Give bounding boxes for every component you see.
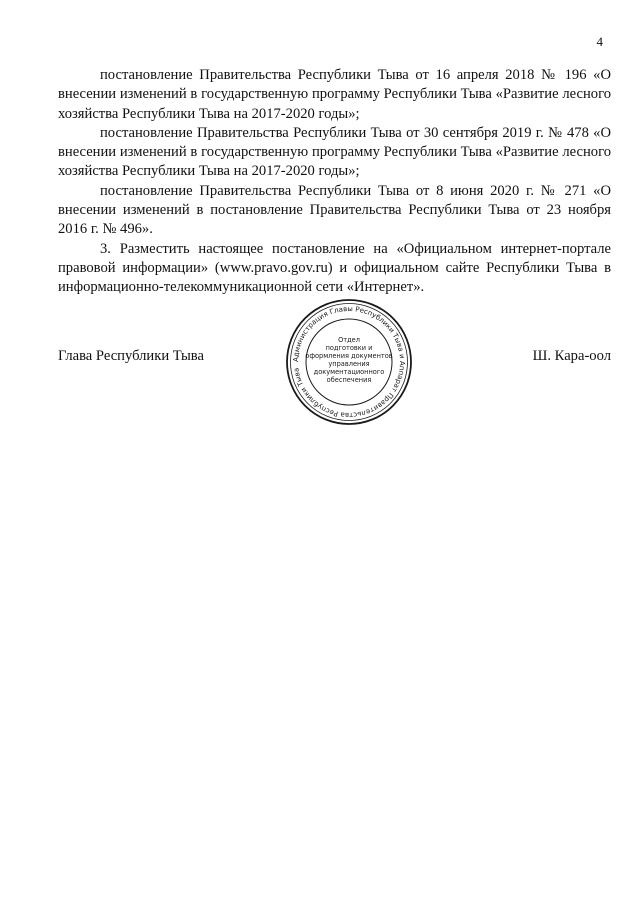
stamp-center-line-2: подготовки и [325, 344, 373, 352]
paragraph-publish-instruction: 3. Разместить настоящее постановление на «Официальном интернет-портале правовой информации» (www.pravo.gov.ru) и официальном сайте Республики Тыва в информационно-телекоммуникационной сети «Интернет». [58, 240, 611, 296]
official-stamp [284, 297, 414, 427]
stamp-center-line-3: оформления документов [305, 352, 393, 360]
document-body [58, 66, 611, 298]
stamp-center-line-1: Отдел [338, 336, 360, 344]
paragraph-decree-2019: постановление Правительства Республики Тыва от 30 сентября 2019 г. № 478 «О внесении изменений в государственную программу Республики Тыва «Развитие лесного хозяйства Республики Тыва на 2017-2020 годы»; [58, 124, 611, 180]
signatory-name: Ш. Кара-оол [532, 348, 611, 364]
paragraph-decree-2020: постановление Правительства Республики Тыва от 8 июня 2020 г. № 271 «О внесении изменений в постановление Правительства Республики Тыва от 23 ноября 2016 г. № 496». [58, 182, 611, 238]
stamp-ring-textpath: Администрация Главы Республики Тыва и Аппарат Правительства Республики Тыва [291, 304, 407, 420]
page-number: 4 [596, 34, 603, 49]
stamp-center-line-5: документационного [313, 368, 385, 376]
signatory-position: Глава Республики Тыва [58, 348, 204, 364]
stamp-center-line-4: управления [328, 360, 370, 368]
paragraph-decree-2018: постановление Правительства Республики Тыва от 16 апреля 2018 № 196 «О внесении изменений в государственную программу Республики Тыва «Развитие лесного хозяйства Республики Тыва на 2017-2020 годы»; [58, 67, 611, 122]
stamp-center-line-6: обеспечения [326, 376, 372, 384]
